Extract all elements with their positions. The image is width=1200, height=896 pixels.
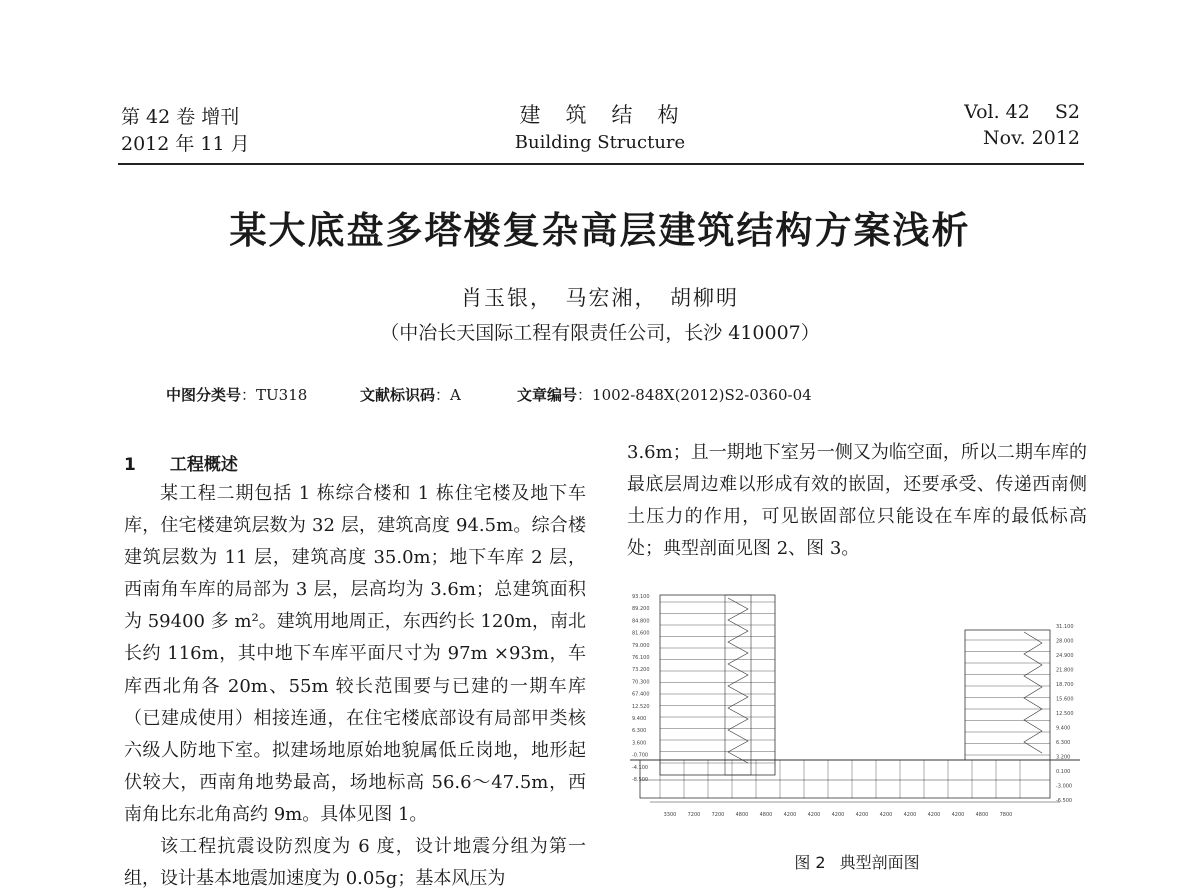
right-elevation-labels (1056, 624, 1074, 804)
bottom-dimension-label: 4200 (807, 812, 821, 818)
right-elevation-label: 3.200 (1056, 754, 1071, 761)
right-elevation-label: 18.700 (1056, 682, 1074, 688)
meta-clc-value: TU318 (256, 386, 308, 404)
left-elevation-label: 84.800 (632, 618, 650, 625)
bottom-dimension-labels (664, 812, 1013, 818)
right-elevation-label: 24.900 (1056, 653, 1074, 659)
left-column (124, 478, 586, 895)
meta-clc: 中图分类号：TU318 (166, 386, 308, 404)
meta-doc: 文献标识码：A (360, 386, 461, 404)
left-elevation-label: 81.600 (632, 630, 650, 637)
right-elevation-label: 6.300 (1056, 740, 1071, 746)
right-elevation-label: 31.100 (1056, 624, 1074, 630)
journal-date-en: Nov. 2012 (983, 127, 1080, 149)
meta-article-no: 文章编号：1002-848X(2012)S2-0360-04 (517, 386, 812, 404)
right-elevation-label: 12.500 (1056, 711, 1074, 717)
left-elevation-label: 76.100 (632, 655, 650, 661)
bottom-dimension-label: 4200 (783, 812, 797, 818)
stair-core-left (728, 598, 748, 763)
section-heading (124, 450, 238, 475)
right-elevation-label: -6.500 (1056, 798, 1073, 804)
bottom-dimension-label: 4200 (855, 812, 869, 818)
drawing-linework (630, 595, 1080, 802)
article-authors: 肖玉银， 马宏湘， 胡柳明 (461, 286, 739, 310)
bottom-dimension-label: 4200 (927, 812, 941, 818)
left-elevation-label: -0.700 (632, 752, 649, 759)
journal-name-en: Building Structure (514, 132, 686, 153)
bottom-dimension-label: 4800 (975, 812, 989, 818)
bottom-dimension-label: 7800 (999, 812, 1013, 818)
figure-label: 图 2 (794, 853, 826, 872)
bottom-dimension-label: 4800 (735, 812, 749, 818)
bottom-dimension-label: 4200 (879, 812, 893, 818)
right-column (627, 437, 1087, 565)
bottom-dimension-label: 4800 (759, 812, 773, 818)
left-elevation-label: 6.300 (632, 728, 647, 735)
body-paragraph-2: 该工程抗震设防烈度为 6 度，设计地震分组为第一组，设计基本地震加速度为 0.05g；基本风压为 (124, 836, 586, 890)
left-elevation-label: 93.100 (632, 594, 650, 600)
meta-doc-value: A (450, 386, 461, 404)
tower-right-outline (965, 630, 1050, 760)
journal-volume: 第 42 卷 增刊 (121, 106, 240, 128)
bottom-dimension-label: 7200 (687, 812, 701, 818)
bottom-dimension-label: 3300 (663, 812, 677, 818)
left-elevation-label: -8.500 (632, 777, 649, 783)
article-title: 某大底盘多塔楼复杂高层建筑结构方案浅析 (229, 209, 971, 252)
meta-art-label: 文章编号 (517, 386, 578, 404)
journal-volume-en: Vol. 42 S2 (964, 101, 1080, 123)
meta-art-value: 1002-848X(2012)S2-0360-04 (592, 386, 812, 404)
article-affiliation: （中冶长天国际工程有限责任公司，长沙 410007） (380, 322, 820, 344)
bottom-dimension-label: 7200 (711, 812, 725, 818)
left-elevation-label: 3.600 (632, 740, 647, 747)
right-elevation-label: 0.100 (1056, 769, 1071, 775)
left-elevation-label: -4.100 (632, 764, 649, 771)
left-elevation-label: 67.400 (632, 691, 650, 698)
stair-core-right (1024, 632, 1042, 753)
left-elevation-label: 89.200 (632, 606, 650, 613)
left-elevation-label: 12.520 (632, 703, 650, 710)
section-number: 1 (124, 455, 136, 475)
left-elevation-label: 73.200 (632, 667, 650, 674)
basement-garage-outline (640, 760, 1050, 798)
right-elevation-label: -3.000 (1056, 783, 1073, 790)
journal-date: 2012 年 11 月 (121, 133, 250, 155)
section-drawing (630, 590, 1082, 820)
figure-caption (627, 850, 1087, 873)
left-elevation-label: 70.300 (632, 679, 650, 686)
bottom-dimension-label: 4200 (831, 812, 845, 818)
bottom-dimension-label: 4200 (903, 812, 917, 818)
right-elevation-label: 21.800 (1056, 667, 1074, 674)
right-elevation-label: 15.600 (1056, 696, 1074, 703)
header-rule (118, 163, 1084, 165)
tower-left-outline (660, 595, 775, 775)
left-elevation-labels (632, 594, 650, 783)
section-title: 工程概述 (169, 455, 238, 475)
bottom-dimension-label: 4200 (951, 812, 965, 818)
body-paragraph-1: 某工程二期包括 1 栋综合楼和 1 栋住宅楼及地下车库，住宅楼建筑层数为 32 层，建筑高度 94.5m。综合楼建筑层数为 11 层，建筑高度 35.0m；地下车库 2 层，西南角车库的局部为 3 层，层高均为 3.6m；总建筑面积为 59400 多 m²。建筑用地周正，东西约长 120m，南北长约 116m，其中地下车库平面尺寸为 97m ×93m，车库西北角各 20m、55m 较长范围要与已建的一期车库（已建成使用）相接连通，在住宅楼底部设有局部甲类核六级人防地下室。拟建场地原始地貌属低丘岗地，地形起伏较大，西南角地势最高，场地标高 56.6～47.5m，西南角比东北角高约 9m。具体见图 1。 (124, 483, 586, 825)
left-elevation-label: 79.000 (632, 642, 650, 649)
figure-caption-text: 典型剖面图 (839, 853, 920, 872)
left-elevation-label: 9.400 (632, 716, 647, 722)
journal-name-cn: 建 筑 结 构 (519, 103, 681, 127)
meta-clc-label: 中图分类号 (166, 386, 242, 404)
meta-doc-label: 文献标识码 (360, 386, 436, 404)
right-elevation-label: 9.400 (1056, 725, 1071, 732)
body-paragraph-3: 3.6m；且一期地下室另一侧又为临空面，所以二期车库的最底层周边难以形成有效的嵌固，还要承受、传递西南侧土压力的作用，可见嵌固部位只能设在车库的最低标高处；典型剖面见图 2、图 3。 (627, 442, 1087, 560)
right-elevation-label: 28.000 (1056, 638, 1074, 645)
